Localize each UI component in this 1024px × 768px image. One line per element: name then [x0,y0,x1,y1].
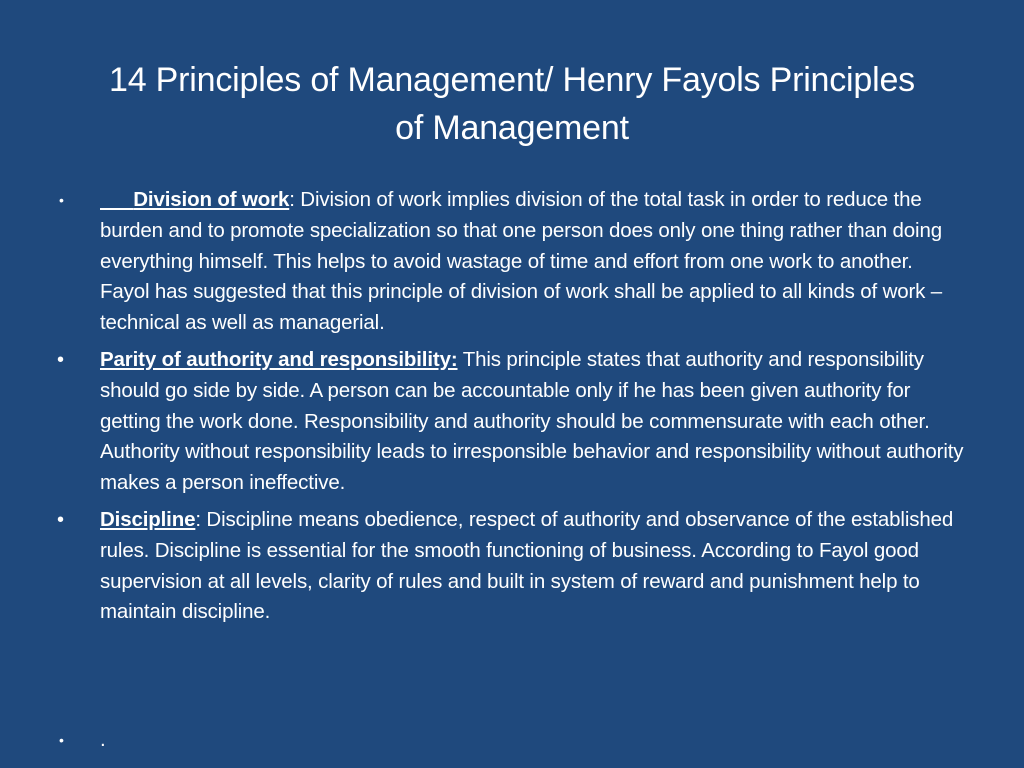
bullet-item-parity-of-authority [0,345,966,499]
bullet-item-discipline [0,505,966,628]
bullet-lead-discipline: Discipline [100,507,196,531]
bullet-dot-icon: • [59,192,64,208]
slide-title [60,56,964,152]
bullet-dot-icon: • [57,348,64,371]
bullet-dot-icon: • [57,508,64,531]
bullet-text-empty: . [100,728,106,751]
bullet-item-empty [0,725,966,756]
bullet-lead-underline-pad [100,188,133,211]
bullet-text-division-of-work: : Division of work implies division of the total task in order to reduce the burden and to promote specialization so that one person does only one thing rather than doing everything himself. This helps to avoid wastage of time and effort from one work to another. Fayol has suggested that this principle of division of work shall be applied to all kinds of work – technical as well as managerial. [100,188,943,335]
bullet-dot-icon: • [59,732,64,748]
bullet-list [0,185,1024,751]
bullet-lead-division-of-work: Division of work [133,188,290,211]
bullet-lead-parity-of-authority: Parity of authority and responsibility: [100,347,458,371]
slide-title-line-1: 14 Principles of Management/ Henry Fayols Principles [109,61,915,99]
bullet-text-parity-of-authority: This principle states that authority and responsibility should go side by side. A person can be accountable only if he has been given authority for getting the work done. Responsibility and authority should be commensurate with each other. Authority without responsibility leads to irresponsible behavior and responsibility without authority makes a person ineffective. [100,347,964,495]
bullet-text-discipline: : Discipline means obedience, respect of authority and observance of the established rules. Discipline is essential for the smooth functioning of business. According to Fayol good supervision at all levels, clarity of rules and built in system of reward and punishment help to maintain discipline. [100,507,954,624]
slide-title-line-2: of Management [395,109,629,147]
bullet-item-division-of-work [0,185,966,339]
